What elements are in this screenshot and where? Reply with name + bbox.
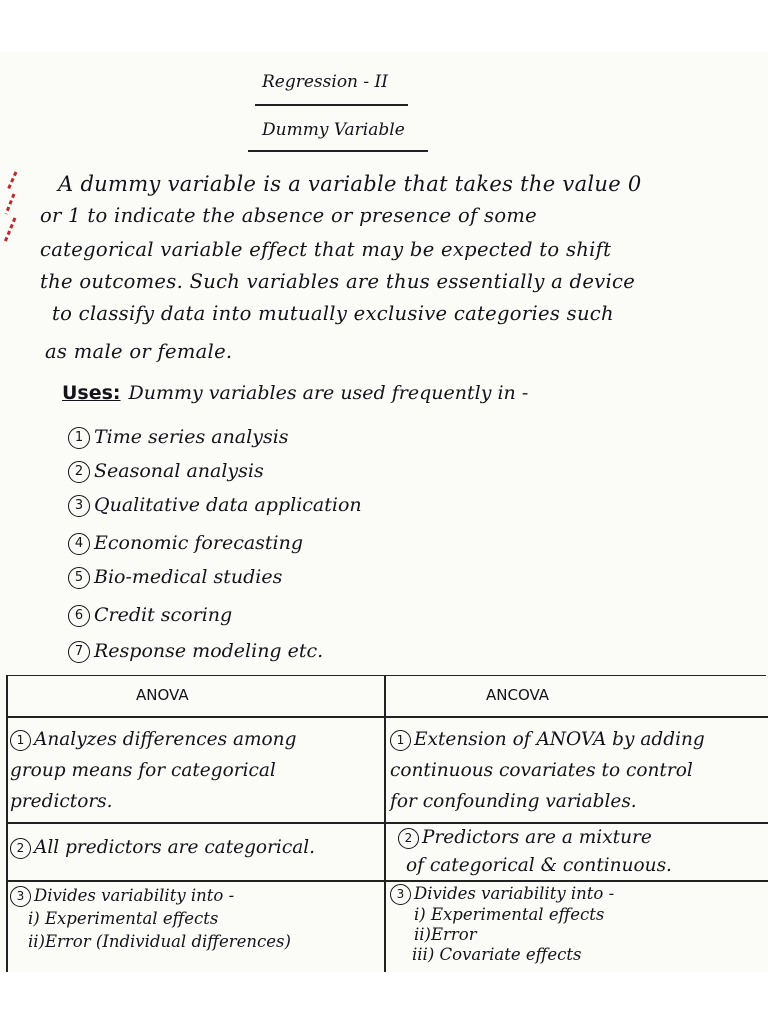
list-item [68, 604, 232, 627]
item-text: Time series analysis [94, 426, 289, 448]
comparison-table [6, 675, 766, 972]
item-text: Economic forecasting [94, 532, 304, 554]
cell-line: 1 Extension of ANOVA by adding [390, 724, 705, 755]
list-item [68, 640, 323, 663]
cell-line: ii)Error [414, 925, 477, 944]
page-title: Regression - II [262, 72, 388, 92]
row-number: 2 [10, 838, 31, 859]
paragraph-line: the outcomes. Such variables are thus essentially a device [40, 270, 636, 293]
cell-line: predictors. [10, 791, 113, 812]
table-cell [390, 884, 614, 965]
column-divider [384, 676, 386, 972]
item-text: Qualitative data application [94, 494, 362, 516]
item-number: 4 [68, 533, 90, 555]
item-number: 5 [68, 567, 90, 589]
item-number: 2 [68, 461, 90, 483]
cell-line: 3 Divides variability into - [390, 884, 614, 905]
row-number: 1 [10, 730, 31, 751]
table-cell [10, 884, 291, 953]
list-item [68, 532, 303, 555]
item-text: Response modeling etc. [94, 640, 324, 662]
column-header-ancova: ANCOVA [486, 686, 550, 704]
table-cell [10, 832, 315, 863]
list-item [68, 494, 362, 517]
cell-line: i) Experimental effects [414, 905, 605, 924]
paragraph-line: categorical variable effect that may be expected to shift [40, 238, 612, 261]
uses-heading-row [62, 382, 528, 404]
uses-text: Dummy variables are used frequently in - [128, 382, 529, 404]
paragraph-line: or 1 to indicate the absence or presence of some [40, 204, 537, 227]
paragraph-line: A dummy variable is a variable that takes the value 0 [58, 172, 642, 196]
paragraph-line: as male or female. [45, 340, 233, 363]
row-number: 1 [390, 730, 411, 751]
row-number: 2 [398, 828, 419, 849]
row-divider [6, 880, 768, 882]
row-divider [6, 716, 768, 718]
cell-line: i) Experimental effects [28, 909, 219, 928]
heading-underline [248, 150, 428, 152]
list-item [68, 426, 289, 449]
cell-line: for confounding variables. [390, 791, 637, 812]
cell-line: 3 Divides variability into - [10, 884, 291, 907]
cell-line: 1 Analyzes differences among [10, 724, 296, 755]
uses-label: Uses: [62, 382, 121, 404]
table-cell [10, 724, 296, 817]
list-item [68, 566, 282, 589]
item-number: 7 [68, 641, 90, 663]
column-header-anova: ANOVA [136, 686, 189, 704]
table-cell [398, 824, 672, 880]
item-text: Bio-medical studies [94, 566, 283, 588]
cell-line: 2 All predictors are categorical. [10, 832, 315, 863]
cell-line: ii)Error (Individual differences) [28, 932, 291, 951]
cell-line: of categorical & continuous. [406, 855, 672, 876]
cell-line: 2 Predictors are a mixture [398, 824, 672, 852]
section-heading: Dummy Variable [262, 120, 405, 140]
notebook-page [0, 52, 768, 972]
title-underline [255, 104, 408, 106]
item-text: Credit scoring [94, 604, 233, 626]
cell-line: continuous covariates to control [390, 760, 693, 781]
row-number: 3 [390, 884, 411, 905]
list-item [68, 460, 264, 483]
item-number: 6 [68, 605, 90, 627]
table-border [6, 676, 8, 972]
item-text: Seasonal analysis [94, 460, 264, 482]
paragraph-line: to classify data into mutually exclusive categories such [52, 302, 614, 325]
cell-line: iii) Covariate effects [412, 945, 582, 964]
table-cell [390, 724, 705, 817]
item-number: 1 [68, 427, 90, 449]
cell-line: group means for categorical [10, 760, 276, 781]
row-number: 3 [10, 886, 31, 907]
binding-stitch [0, 170, 22, 248]
item-number: 3 [68, 495, 90, 517]
